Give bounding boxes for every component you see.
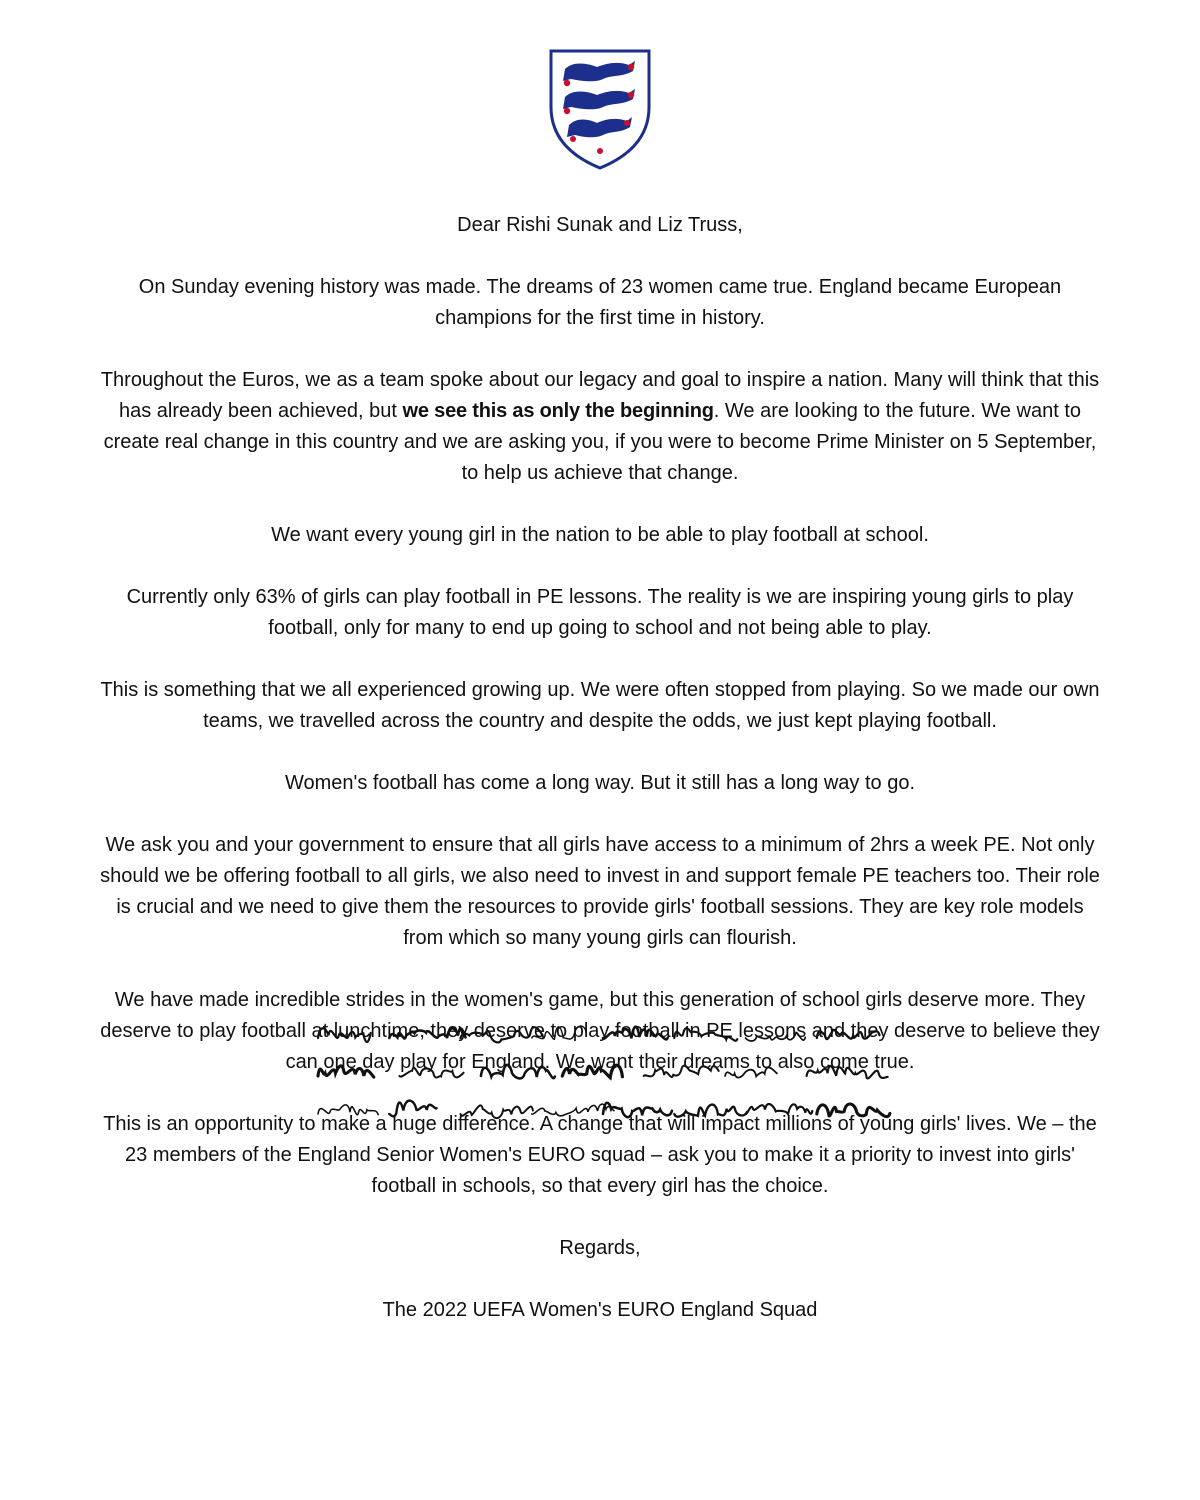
signoff: The 2022 UEFA Women's EURO England Squad [382, 1299, 818, 1321]
signatures-block [308, 1012, 898, 1132]
signature-22 [746, 1104, 813, 1114]
paragraph-2-part-2: . We are looking to the future. We want to create real change in this country and we are asking you, if you were to become Prime Minister on 5 September, to help us achieve that change. [103, 400, 1097, 484]
signature-5 [603, 1027, 668, 1040]
signature-13 [644, 1066, 719, 1077]
signature-3 [461, 1027, 543, 1042]
signature-11 [481, 1065, 555, 1079]
paragraph-2 [100, 365, 1100, 489]
closing: Regards, [559, 1237, 641, 1259]
signature-18 [461, 1105, 533, 1118]
signature-7 [746, 1032, 806, 1041]
signature-17 [389, 1101, 436, 1117]
paragraph-7: We ask you and your government to ensure that all girls have access to a minimum of 2hrs a week PE. Not only should we be offering football to all girls, we also need to invest in and support female PE teachers too. Their role is crucial and we need to give them the resources to provide girls' football sessions. They are key role models from which so many young girls can flourish. [100, 834, 1100, 949]
signature-2 [389, 1028, 465, 1038]
three-lions-crest-icon [547, 47, 653, 171]
signature-1 [318, 1028, 371, 1042]
signature-10 [399, 1068, 463, 1078]
signature-15 [807, 1066, 888, 1078]
signature-23 [817, 1104, 890, 1117]
signature-9 [318, 1066, 374, 1077]
paragraph-9: This is an opportunity to make a huge difference. A change that will impact millions of young girls' lives. We – the 23 members of the England Senior Women's EURO squad – ask you to make it a priority to invest into girls' football in schools, so that every girl has the choice. [103, 1113, 1097, 1197]
signature-6 [674, 1028, 737, 1040]
signature-8 [817, 1030, 880, 1039]
letter-body [100, 210, 1100, 1357]
paragraph-6: Women's football has come a long way. But it still has a long way to go. [284, 772, 916, 794]
paragraph-1: On Sunday evening history was made. The dreams of 23 women came true. England became European champions for the first time in history. [138, 276, 1062, 329]
signature-21 [674, 1105, 747, 1117]
signature-14 [725, 1068, 777, 1078]
paragraph-2-emphasis: we see this as only the beginning [402, 400, 714, 422]
paragraph-5: This is something that we all experienced growing up. We were often stopped from playing. So we made our own teams, we travelled across the country and despite the odds, we just kept playing football. [100, 679, 1100, 732]
paragraph-4: Currently only 63% of girls can play football in PE lessons. The reality is we are inspiring young girls to play football, only for many to end up going to school and not being able to play. [126, 586, 1074, 639]
paragraph-3: We want every young girl in the nation to be able to play football at school. [271, 524, 929, 546]
signature-19 [532, 1104, 614, 1116]
paragraph-8: We have made incredible strides in the women's game, but this generation of school girls deserve more. They deserve to play football at lunchtime, they deserve to play football in PE lessons and they deserve to believe they can one day play for England. We want their dreams to also come true. [100, 989, 1100, 1073]
signature-12 [562, 1065, 622, 1078]
paragraph-2-part-1: Throughout the Euros, we as a team spoke about our legacy and goal to inspire a nation. Many will think that this has already been achieved, but [100, 369, 1100, 422]
signature-16 [318, 1105, 378, 1115]
salutation: Dear Rishi Sunak and Liz Truss, [457, 214, 743, 236]
